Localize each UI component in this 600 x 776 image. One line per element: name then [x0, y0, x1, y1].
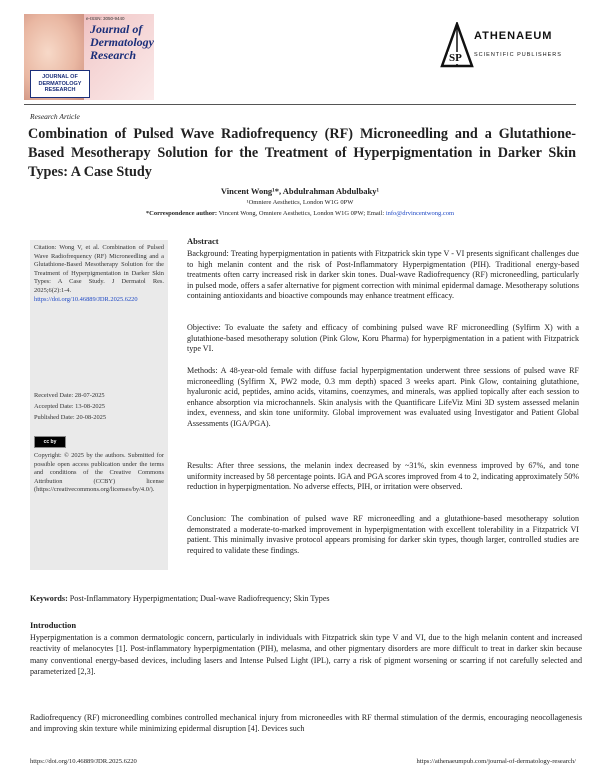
keywords-label: Keywords: — [30, 594, 68, 603]
citation-doi-link[interactable]: https://doi.org/10.46889/JDR.2025.6220 — [34, 295, 138, 303]
copyright-text: Copyright: © 2025 by the authors. Submitted for possible open access publication under the terms and conditions of the Creative Commons Attribution (CCBY) license (https://creativecommons.org/licenses/by/4.0/). — [34, 452, 164, 494]
correspondence-text: Vincent Wong, Omniere Aesthetics, London W1G 0PW; Email: — [217, 210, 386, 217]
journal-logo — [24, 14, 154, 100]
publisher-name: ATHENAEUM — [474, 30, 553, 42]
journal-seal-text: JOURNAL OF DERMATOLOGY RESEARCH — [38, 74, 82, 93]
correspondence-label: *Correspondence author: — [145, 210, 218, 217]
authors: Vincent Wong¹*, Abdulrahman Abdulbaky¹ — [220, 186, 380, 196]
journal-title — [90, 23, 154, 62]
abstract-objective: Objective: To evaluate the safety and efficacy of combining pulsed wave RF microneedling (Sylfirm X) with a glutathione-based mesotherapy solution (Pink Glow, Koru Pharma) for hyperpigmentation in a patient with Fitzpatrick type VI. — [187, 323, 579, 354]
introduction-heading: Introduction — [30, 620, 77, 630]
publisher-logo-letters: SP — [449, 52, 462, 64]
keywords — [30, 594, 330, 603]
abstract-methods: Methods: A 48-year-old female with diffuse facial hyperpigmentation underwent three sessions of pulsed wave RF microneedling (Sylfirm X, PW2 mode, 0.3 mm depth) spaced 3 weeks apart. Pink Glow, containing glutathione, hyaluronic acid, peptides, amino acids, vitamins, coenzymes, and minerals, was applied topically after each session to enhance absorption via microchannels. Skin analysis with the Quantificare LifeViz Mini 3D system assessed melanin index, evenness, and skin tone uniformity. Global improvement was evaluated using Investigator and Patient Global Assessments (IGA/PGA). — [187, 366, 579, 428]
abstract-results: Results: After three sessions, the melanin index decreased by ~31%, skin evenness improved by 67%, and tone uniformity increased by 58 percentage points. IGA and PGA scores improved from 4 to 2, indicating approximately 50% reduction in hyperpigmentation. No adverse effects, PIH, or irritation were observed. — [187, 461, 579, 492]
abstract-conclusion: Conclusion: The combination of pulsed wave RF microneedling and a glutathione-based mesotherapy solution demonstrated a moderate-to-marked improvement in hyperpigmentation with excellent tolerability in a Fitzpatrick VI patient. This minimally invasive protocol appears promising for darker skin types, though larger, controlled studies are required to validate these findings. — [187, 514, 579, 555]
cc-license-badge[interactable]: cc by — [34, 436, 66, 448]
abstract-heading: Abstract — [187, 236, 219, 246]
journal-title-line3: Research — [90, 48, 136, 62]
article-title: Combination of Pulsed Wave Radiofrequency (RF) Microneedling and a Glutathione-Based Mesotherapy Solution for the Treatment of Hyperpigmentation in Darker Skin Types: A Case Study — [28, 126, 576, 180]
journal-issn: e-ISSN: 3050-9440 — [86, 16, 125, 21]
correspondence-email-link[interactable]: info@drvincentwong.com — [385, 210, 455, 217]
footer-journal-link[interactable]: https://athenaeumpub.com/journal-of-dermatology-research/ — [416, 758, 576, 765]
affiliation: ¹Omniere Aesthetics, London W1G 0PW — [246, 199, 354, 206]
footer-doi-link[interactable]: https://doi.org/10.46889/JDR.2025.6220 — [30, 758, 137, 765]
introduction-paragraph-1: Hyperpigmentation is a common dermatologic concern, particularly in individuals with Fitzpatrick skin type V and VI, due to the high melanin content and increased reactivity of melanocytes [1]. Post-inflammatory hyperpigmentation (PIH), melasma, and other pigmentary disorders are more difficult to treat in darker skin because many conventional energy-based devices, including lasers and Intense Pulsed Light (IPL), carry a risk of pigment worsening or scarring if not carefully selected and parameterized [2,3]. — [30, 633, 582, 677]
citation-block — [34, 244, 164, 304]
keywords-text: Post-Inflammatory Hyperpigmentation; Dual-wave Radiofrequency; Skin Types — [67, 594, 330, 603]
journal-seal — [30, 70, 90, 98]
publisher-logo — [440, 22, 580, 70]
received-date: Received Date: 28-07-2025 — [34, 392, 105, 399]
correspondence — [0, 210, 600, 217]
introduction-paragraph-2: Radiofrequency (RF) microneedling combines controlled mechanical injury from microneedles with RF thermal stimulation of the dermis, encouraging neocollagenesis and improving skin texture while minimizing epidermal disruption [4]. Devices such — [30, 713, 582, 734]
journal-title-line2: Dermatology — [90, 35, 154, 49]
dates-block — [34, 390, 106, 423]
accepted-date: Accepted Date: 13-08-2025 — [34, 403, 105, 410]
citation-text: Citation: Wong V, et al. Combination of Pulsed Wave Radiofrequency (RF) Microneedling and a Glutathione-Based Mesotherapy Solution for the Treatment of Hyperpigmentation in Darker Skin Types: A Case Study. J Dermatol Res. 2025;6(2):1-4. — [34, 244, 164, 294]
abstract-background: Background: Treating hyperpigmentation in patients with Fitzpatrick skin type V - VI presents significant challenges due to high melanin content and the risk of Post-Inflammatory Hyperpigmentation (PIH). Traditional energy-based treatments often carry increased risk in darker skin tones. Dual-wave Radiofrequency (RF) microneedling, particularly in pulsed mode, offers a safer alternative for pigment correction with minimal epidermal damage. Mesotherapy solutions containing antioxidants and bioactive compounds may enhance treatment efficacy. — [187, 249, 579, 301]
journal-title-line1: Journal of — [90, 22, 143, 36]
published-date: Published Date: 20-08-2025 — [34, 414, 107, 421]
article-type: Research Article — [30, 112, 80, 121]
article-info-sidebar — [30, 240, 168, 570]
header-divider — [24, 104, 576, 105]
publisher-subtitle: SCIENTIFIC PUBLISHERS — [474, 52, 562, 58]
